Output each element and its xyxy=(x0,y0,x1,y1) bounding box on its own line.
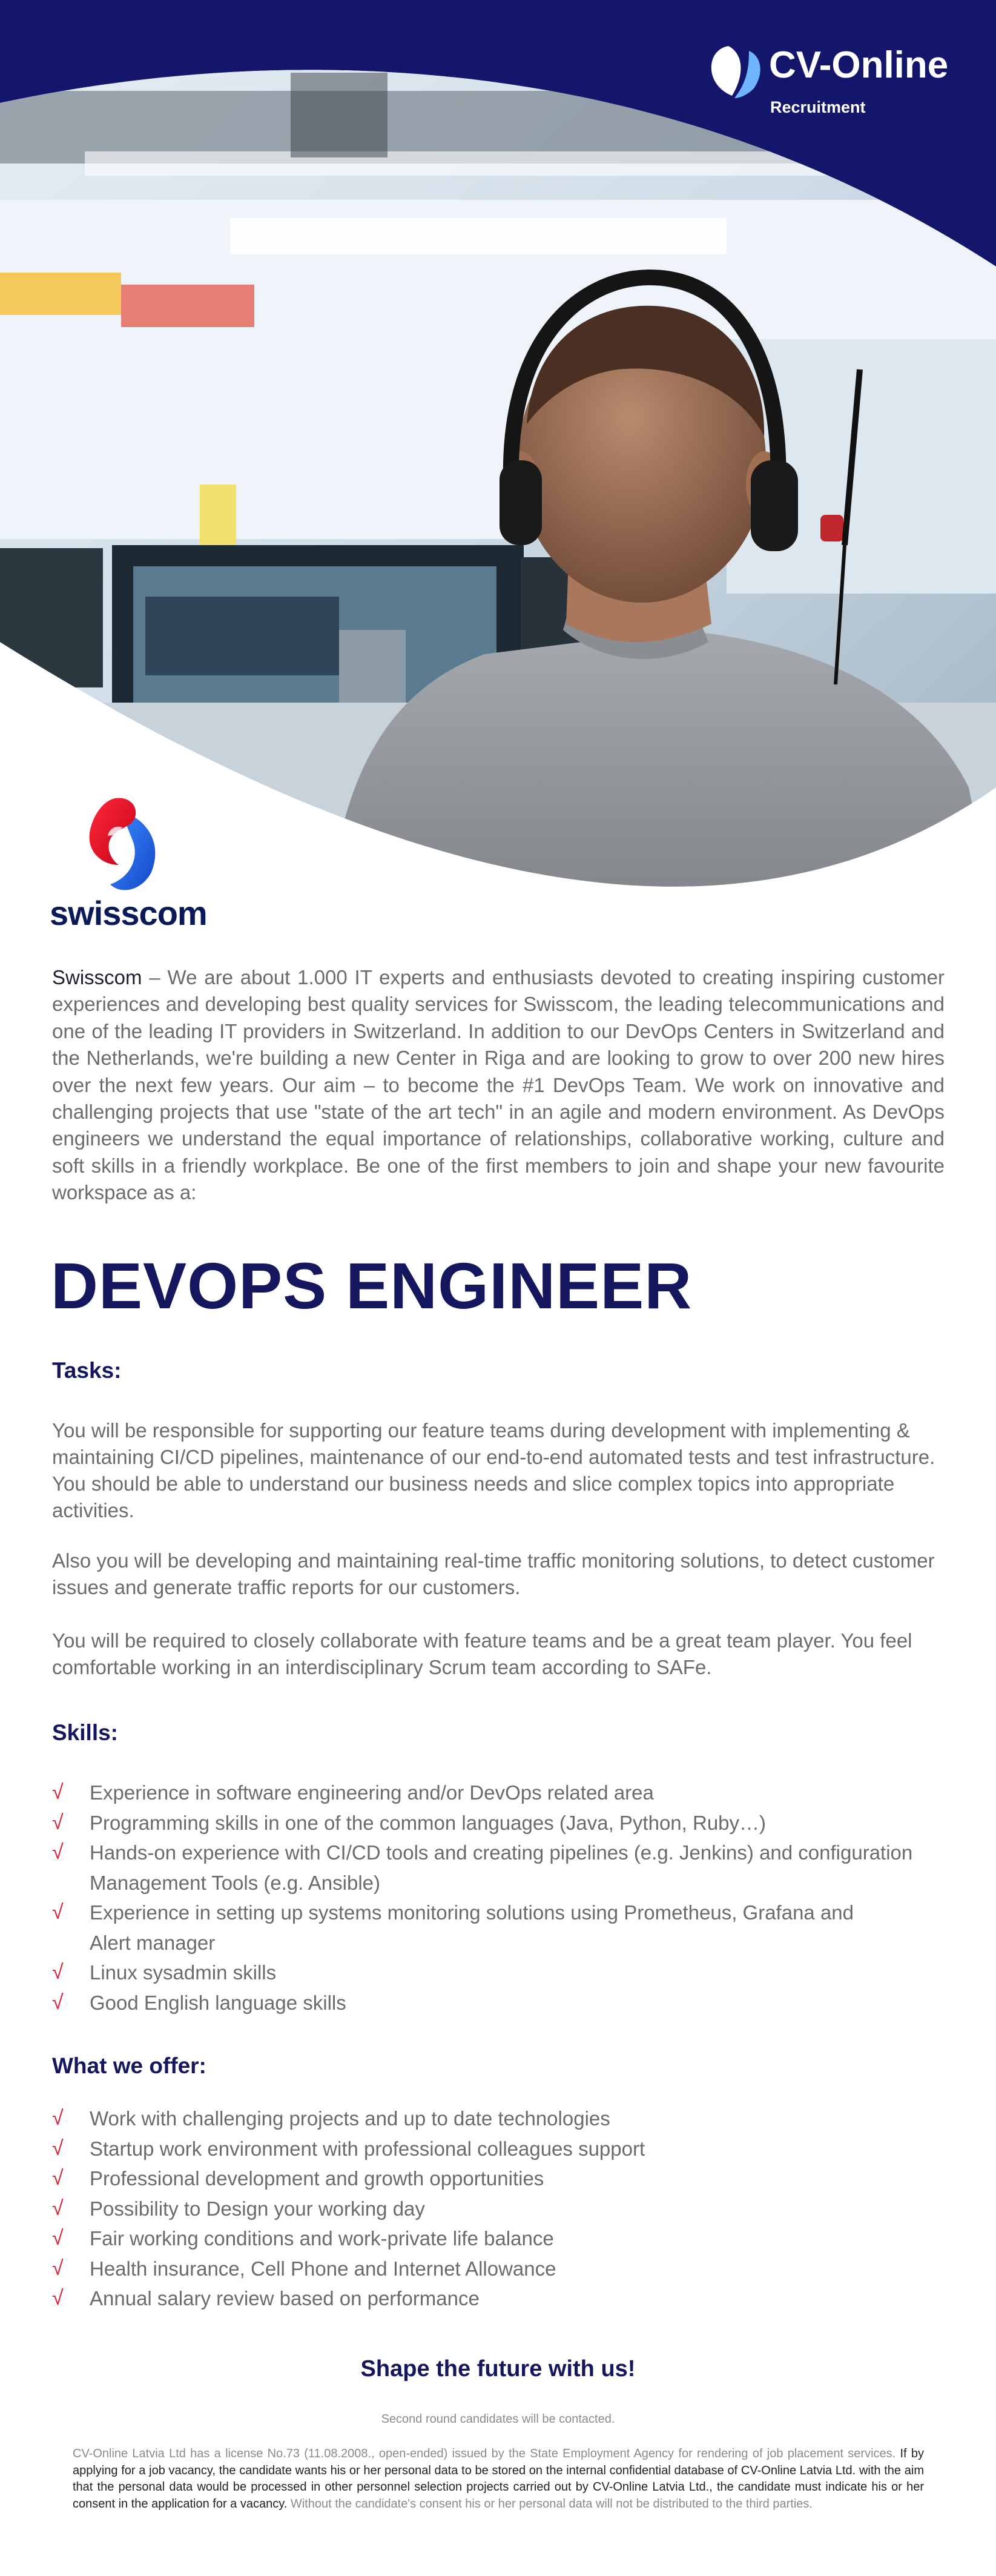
check-icon: √ xyxy=(52,1810,64,1834)
check-icon: √ xyxy=(52,2136,64,2160)
list-item xyxy=(52,2194,948,2224)
tasks-paragraph: You will be responsible for supporting our feature teams during development with implementing & maintaining CI/CD pipelines, maintenance of our end-to-end automated tests and test infrastructure. You should be able to understand our business needs and slice complex topics into appropriate activities. xyxy=(52,1419,935,1521)
offer-text: Possibility to Design your working day xyxy=(90,2197,425,2220)
legal-privacy: Without the candidate's consent his or her personal data will not be distributed to the third parties. xyxy=(287,2497,813,2511)
check-icon: √ xyxy=(52,2196,64,2220)
list-item xyxy=(52,1778,948,1808)
offer-text: Health insurance, Cell Phone and Internet Allowance xyxy=(90,2257,556,2280)
tasks-paragraph: You will be required to closely collaborate with feature teams and be a great team player. You feel comfortable working in an interdisciplinary Scrum team according to SAFe. xyxy=(52,1629,912,1678)
skills-list xyxy=(52,1778,948,2018)
check-icon: √ xyxy=(52,2107,64,2130)
cv-online-tagline: Recruitment xyxy=(770,98,866,116)
skill-text: Hands-on experience with CI/CD tools and creating pipelines (e.g. Jenkins) and configuration Management Tools (e.g. Ansible) xyxy=(90,1841,913,1894)
skill-text: Programming skills in one of the common languages (Java, Python, Ruby…) xyxy=(90,1811,767,1834)
check-icon: √ xyxy=(52,1961,64,1984)
list-item xyxy=(52,2223,948,2254)
company-name: Swisscom xyxy=(52,966,142,988)
cta-slogan: Shape the future with us! xyxy=(360,2356,636,2382)
tasks-paragraph: Also you will be developing and maintaining real-time traffic monitoring solutions, to detect customer issues and generate traffic reports for our customers. xyxy=(52,1549,935,1598)
offer-heading: What we offer: xyxy=(52,2053,206,2078)
cv-online-logo[interactable] xyxy=(705,42,972,121)
tasks-heading: Tasks: xyxy=(52,1358,122,1383)
list-item xyxy=(52,2164,948,2194)
list-item xyxy=(52,1838,948,1898)
swisscom-lifeform-icon xyxy=(79,793,170,896)
list-item xyxy=(52,2134,948,2164)
skill-text: Experience in software engineering and/or DevOps related area xyxy=(90,1781,654,1804)
check-icon: √ xyxy=(52,2167,64,2190)
offer-text: Fair working conditions and work-private life balance xyxy=(90,2227,554,2250)
list-item xyxy=(52,1898,948,1958)
offer-list xyxy=(52,2104,948,2314)
swisscom-wordmark: swisscom xyxy=(50,894,207,932)
cv-online-logo-icon xyxy=(705,42,766,103)
offer-text: Professional development and growth opportunities xyxy=(90,2167,544,2190)
offer-text: Work with challenging projects and up to date technologies xyxy=(90,2107,610,2130)
check-icon: √ xyxy=(52,1781,64,1804)
legal-disclaimer xyxy=(73,2446,924,2512)
skill-text: Experience in setting up systems monitoring solutions using Prometheus, Grafana and Alert manager xyxy=(90,1901,854,1954)
list-item xyxy=(52,2283,948,2314)
check-icon: √ xyxy=(52,2286,64,2309)
hero-banner xyxy=(0,0,996,927)
check-icon: √ xyxy=(52,1841,64,1864)
list-item xyxy=(52,1988,948,2018)
check-icon: √ xyxy=(52,2256,64,2280)
list-item xyxy=(52,2104,948,2134)
skills-heading: Skills: xyxy=(52,1720,118,1745)
list-item xyxy=(52,1808,948,1838)
swisscom-logo xyxy=(50,793,207,933)
company-intro xyxy=(52,964,945,1207)
check-icon: √ xyxy=(52,2227,64,2250)
legal-consent: If by applying for a job vacancy, the candidate wants his or her personal data to be stored on the internal confidential database of CV-Online Latvia Ltd. with the aim that the personal data would be processed in other personnel selection projects carried out by CV-Online Latvia Ltd., the candidate must indicate his or her consent in the application for a vacancy. xyxy=(73,2447,924,2511)
skill-text: Good English language skills xyxy=(90,1991,346,2014)
job-title: DEVOPS ENGINEER xyxy=(51,1249,693,1322)
check-icon: √ xyxy=(52,1901,64,1924)
list-item xyxy=(52,2254,948,2284)
skill-text: Linux sysadmin skills xyxy=(90,1961,277,1984)
contact-note: Second round candidates will be contacted. xyxy=(381,2412,615,2426)
legal-license: CV-Online Latvia Ltd has a license No.73 (11.08.2008., open-ended) issued by the State Employment Agency for rendering of job placement services. xyxy=(73,2447,900,2460)
cv-online-name: CV-Online xyxy=(769,44,949,86)
intro-text: – We are about 1.000 IT experts and enthusiasts devoted to creating inspiring customer experiences and developing best quality services for Swisscom, the leading telecommunications and one of the leading IT providers in Switzerland. In addition to our DevOps Centers in Switzerland and the Netherlands, we're building a new Center in Riga and are looking to grow to over 200 new hires over the next few years. Our aim – to become the #1 DevOps Team. We work on innovative and challenging projects that use "state of the art tech" in an agile and modern environment. As DevOps engineers we understand the equal importance of relationships, collaborative working, culture and soft skills in a friendly workplace. Be one of the first members to join and shape your new favourite workspace as a: xyxy=(52,966,945,1204)
list-item xyxy=(52,1958,948,1988)
offer-text: Startup work environment with professional colleagues support xyxy=(90,2137,645,2160)
offer-text: Annual salary review based on performance xyxy=(90,2287,480,2309)
check-icon: √ xyxy=(52,1990,64,2014)
